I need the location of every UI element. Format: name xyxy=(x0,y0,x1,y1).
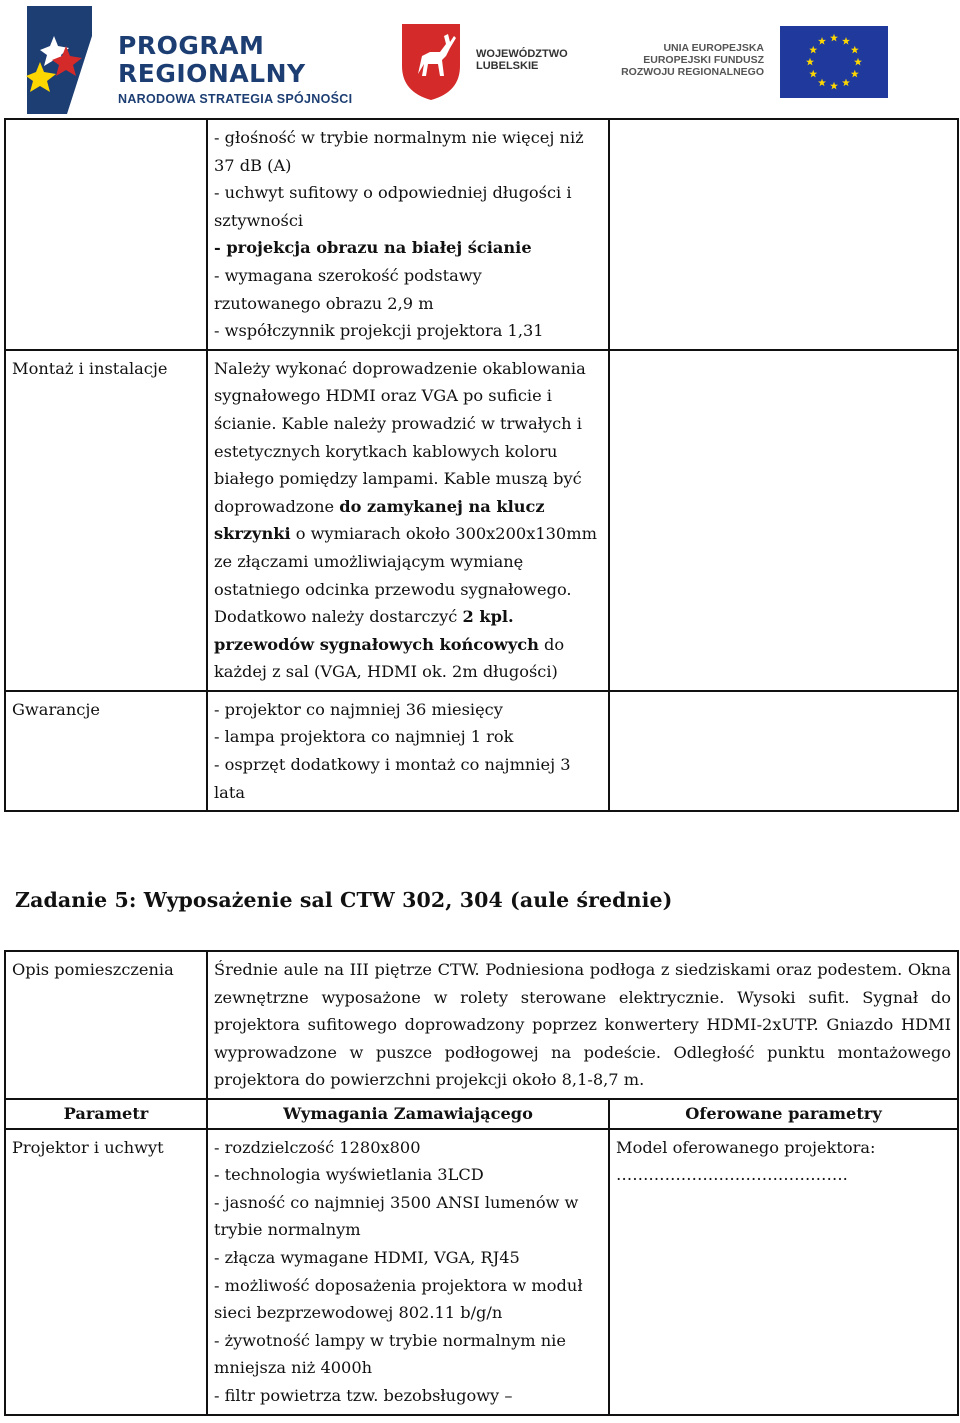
param-cell xyxy=(5,119,207,350)
header-offered: Oferowane parametry xyxy=(609,1099,958,1129)
requirement-line: sztywności xyxy=(214,210,304,230)
eu-logo xyxy=(612,22,902,100)
zadanie-5-table xyxy=(4,950,959,1416)
requirements-cell xyxy=(207,691,609,811)
requirement-line: - filtr powietrza tzw. bezobsługowy – xyxy=(214,1385,513,1405)
program-regionalny-logo xyxy=(22,6,362,114)
requirement-line: - projektor co najmniej 36 miesięcy xyxy=(214,699,503,719)
requirement-line: 37 dB (A) xyxy=(214,155,292,175)
eu-logo-line2: EUROPEJSKI FUNDUSZ xyxy=(643,54,764,66)
header-logos xyxy=(0,0,960,118)
offered-cell[interactable] xyxy=(609,350,958,691)
woj-logo-line1: WOJEWÓDZTWO xyxy=(476,48,568,60)
table-header-row xyxy=(5,1099,958,1129)
installation-text-bold: 2 kpl. przewodów sygnałowych końcowych xyxy=(214,607,539,654)
program-star-emblem-icon xyxy=(22,6,117,114)
param-cell: Montaż i instalacje xyxy=(5,350,207,691)
offered-cell[interactable] xyxy=(609,691,958,811)
table-row xyxy=(5,119,958,350)
requirement-line: - jasność co najmniej 3500 ANSI lumenów w xyxy=(214,1192,579,1212)
requirement-line: trybie normalnym xyxy=(214,1220,361,1240)
wojewodztwo-lubelskie-logo xyxy=(400,22,580,102)
requirement-line: - uchwyt sufitowy o odpowiedniej długości i xyxy=(214,183,572,203)
projector-requirements-table-continued xyxy=(4,118,959,812)
installation-text: do każdej z sal (VGA, HDMI ok. 2m długości) xyxy=(214,634,565,682)
param-cell: Projektor i uchwyt xyxy=(5,1129,207,1415)
requirement-line: - złącza wymagane HDMI, VGA, RJ45 xyxy=(214,1247,520,1267)
program-logo-line1: PROGRAM xyxy=(118,31,265,60)
requirement-line: - głośność w trybie normalnym nie więcej niż xyxy=(214,128,584,147)
woj-logo-line2: LUBELSKIE xyxy=(476,60,539,72)
requirement-line: sieci bezprzewodowej 802.11 b/g/n xyxy=(214,1303,503,1323)
requirement-line: - współczynnik projekcji projektora 1,31 xyxy=(214,321,544,341)
requirement-line: - technologia wyświetlania 3LCD xyxy=(214,1165,484,1185)
offered-model-label: Model oferowanego projektora: xyxy=(616,1137,876,1157)
eu-flag-icon xyxy=(780,26,888,98)
installation-text-bold: do zamykanej na klucz skrzynki xyxy=(214,496,545,544)
requirement-line: - lampa projektora co najmniej 1 rok xyxy=(214,727,514,747)
requirement-line: - rozdzielczość 1280x800 xyxy=(214,1137,421,1157)
header-param: Parametr xyxy=(5,1099,207,1129)
offered-cell[interactable] xyxy=(609,119,958,350)
table-row xyxy=(5,691,958,811)
program-logo-line2: REGIONALNY xyxy=(118,59,306,88)
requirement-line: - projekcja obrazu na białej ścianie xyxy=(214,238,532,258)
requirements-cell xyxy=(207,1129,609,1415)
requirement-line: - możliwość doposażenia projektora w moduł xyxy=(214,1275,583,1295)
offered-cell[interactable] xyxy=(609,1129,958,1415)
lubelskie-crest-icon xyxy=(400,22,462,102)
requirement-line: mniejsza niż 4000h xyxy=(214,1358,373,1378)
room-description-cell: Średnie aule na III piętrze CTW. Podniesiona podłoga z siedziskami oraz podestem. Okna zewnętrzne wyposażone w rolety sterowane elektrycznie. Wysoki sufit. Sygnał do projektora sufitowego doprowadzony poprzez konwertery HDMI-2xUTP. Gniazdo HDMI wyprowadzone w puszce podłogowej na podeście. Odległość punktu montażowego projektora do powierzchni projekcji około 8,1-8,7 m. xyxy=(207,951,958,1099)
table-row xyxy=(5,1129,958,1415)
requirement-line: rzutowanego obrazu 2,9 m xyxy=(214,293,434,313)
table-row xyxy=(5,350,958,691)
room-label-cell: Opis pomieszczenia xyxy=(5,951,207,1099)
requirements-cell xyxy=(207,119,609,350)
param-cell: Gwarancje xyxy=(5,691,207,811)
eu-logo-line1: UNIA EUROPEJSKA xyxy=(663,42,764,54)
requirements-cell xyxy=(207,350,609,691)
requirement-line: lata xyxy=(214,782,245,802)
requirement-line: - osprzęt dodatkowy i montaż co najmniej 3 xyxy=(214,755,571,775)
program-logo-line3: NARODOWA STRATEGIA SPÓJNOŚCI xyxy=(118,92,353,106)
section-title: Zadanie 5: Wyposażenie sal CTW 302, 304 (aule średnie) xyxy=(15,888,673,912)
eu-logo-line3: ROZWOJU REGIONALNEGO xyxy=(621,66,764,78)
requirement-line: - wymagana szerokość podstawy xyxy=(214,265,482,285)
header-requirements: Wymagania Zamawiającego xyxy=(207,1099,609,1129)
offered-model-blank[interactable]: ……………………………………. xyxy=(616,1165,848,1185)
requirement-line: - żywotność lampy w trybie normalnym nie xyxy=(214,1330,566,1350)
room-description-row xyxy=(5,951,958,1099)
installation-text: Należy wykonać doprowadzenie okablowania sygnałowego HDMI oraz VGA po suficie i ścianie. Kable należy prowadzić w trwałych i estetycznych korytkach kablowych koloru białego pomiędzy lampami. Kable muszą być doprowadzone xyxy=(214,358,586,516)
installation-text: o wymiarach około 300x200x130mm ze złączami umożliwiającym wymianę ostatniego odcinka przewodu sygnałowego. Dodatkowo należy dostarczyć xyxy=(214,524,597,627)
